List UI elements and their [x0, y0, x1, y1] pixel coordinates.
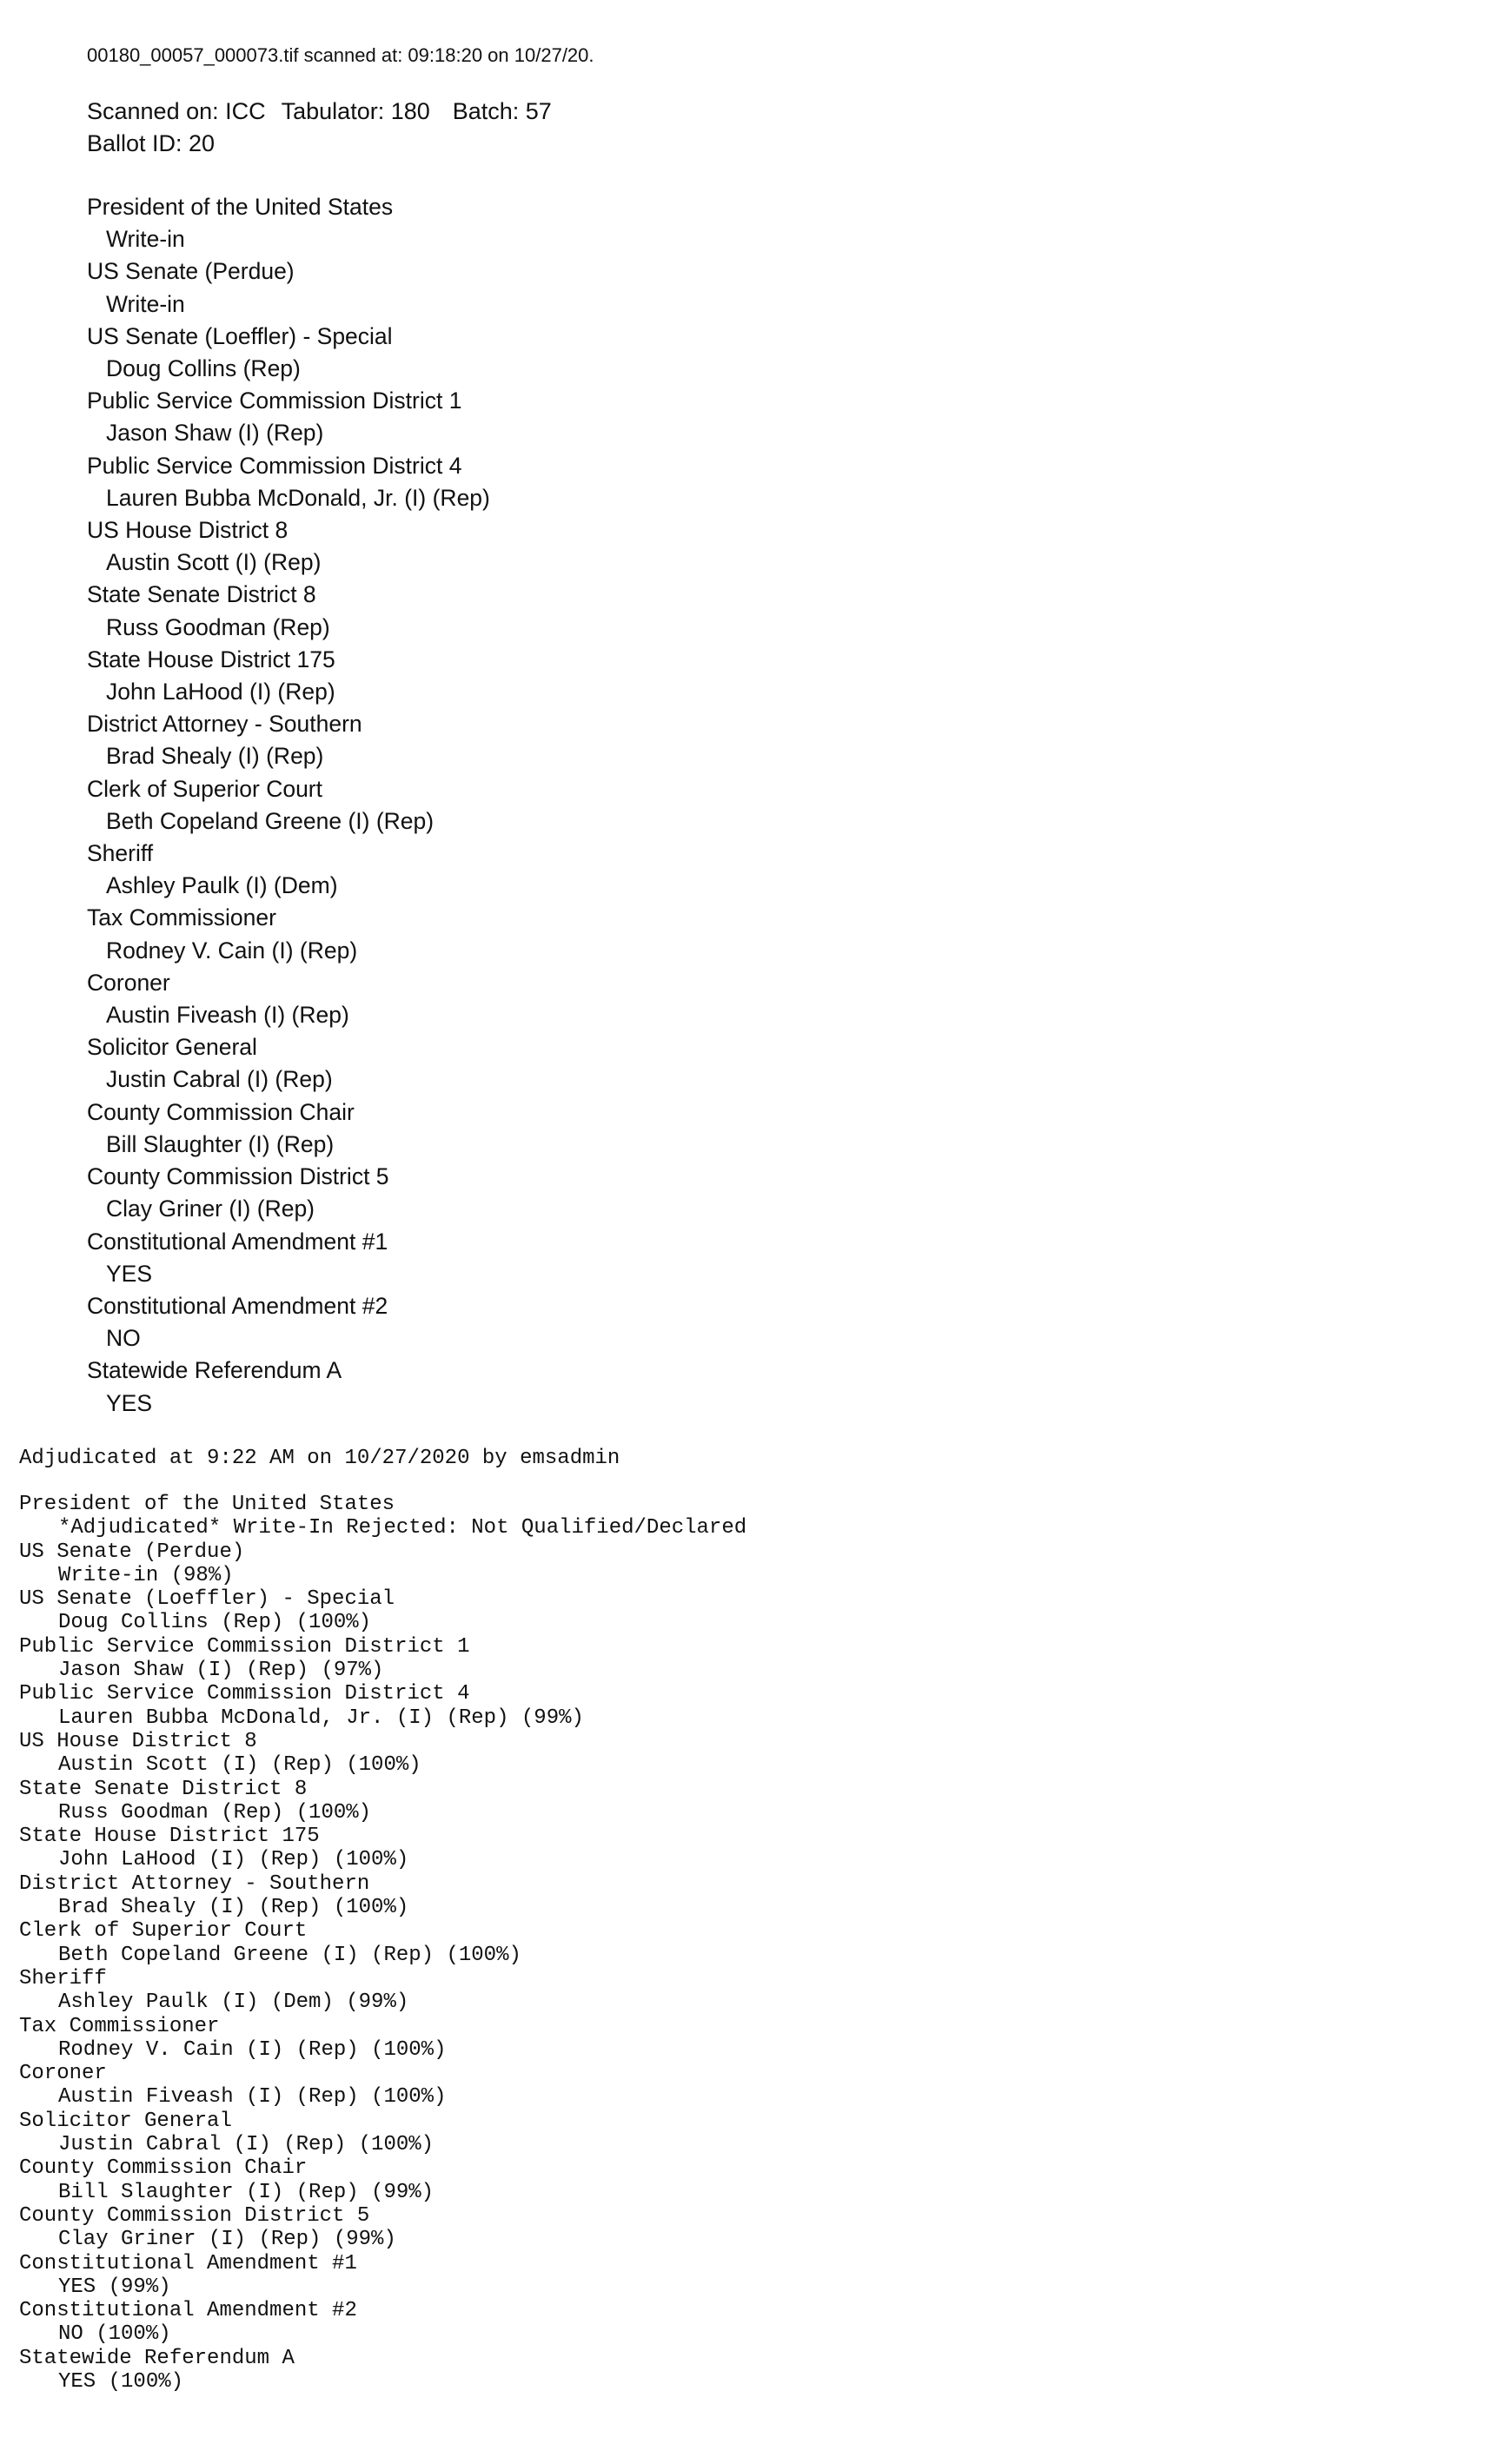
scan-info-row: [87, 96, 552, 128]
contest-name: Sheriff: [19, 1966, 107, 1990]
contest-choice: Rodney V. Cain (I) (Rep) (100%): [58, 2037, 447, 2062]
contest-choice: Beth Copeland Greene (I) (Rep): [106, 807, 435, 834]
contest-name: US Senate (Perdue): [19, 1540, 245, 1564]
contest-choice: Rodney V. Cain (I) (Rep): [106, 937, 358, 964]
ballot-contest-list: [87, 191, 490, 1420]
contest-choice: Austin Fiveash (I) (Rep) (100%): [58, 2085, 447, 2110]
contest-choice: Jason Shaw (I) (Rep) (97%): [58, 1659, 384, 1683]
contest-choice: Lauren Bubba McDonald, Jr. (I) (Rep): [106, 484, 490, 511]
contest-name: Constitutional Amendment #1: [19, 2251, 357, 2275]
contest-name: Solicitor General: [19, 2109, 232, 2133]
contest-choice: Write-in (98%): [58, 1563, 234, 1587]
contest-name: President of the United States: [19, 1493, 395, 1516]
contest-choice: Bill Slaughter (I) (Rep): [106, 1130, 335, 1157]
contest-name: US House District 8: [87, 517, 289, 544]
contest-name: Public Service Commission District 4: [87, 452, 462, 479]
contest-choice: Austin Fiveash (I) (Rep): [106, 1002, 349, 1029]
ballot-id-text: Ballot ID: 20: [87, 130, 216, 156]
contest-choice: YES: [106, 1260, 153, 1287]
contest-choice: Doug Collins (Rep) (100%): [58, 1611, 372, 1635]
contest-choice: *Adjudicated* Write-In Rejected: Not Qualified/Declared: [58, 1516, 747, 1540]
contest-name: Statewide Referendum A: [87, 1357, 342, 1384]
contest-name: US House District 8: [19, 1729, 257, 1753]
contest-name: County Commission District 5: [87, 1163, 389, 1190]
contest-name: Constitutional Amendment #2: [19, 2299, 357, 2323]
contest-choice: Justin Cabral (I) (Rep) (100%): [58, 2133, 435, 2157]
contest-name: State Senate District 8: [19, 1777, 308, 1801]
contest-name: Constitutional Amendment #1: [87, 1228, 388, 1255]
contest-name: US Senate (Perdue): [87, 258, 295, 285]
contest-name: Solicitor General: [87, 1034, 257, 1061]
contest-choice: Austin Scott (I) (Rep): [106, 549, 322, 576]
contest-choice: Write-in: [106, 290, 185, 317]
contest-choice: YES (99%): [58, 2275, 171, 2299]
contest-choice: Jason Shaw (I) (Rep): [106, 420, 324, 447]
contest-choice: YES: [106, 1389, 153, 1416]
contest-choice: Ashley Paulk (I) (Dem) (99%): [58, 1990, 409, 2015]
scan-file-line: 00180_00057_000073.tif scanned at: 09:18:20 on 10/27/20.: [87, 44, 594, 66]
contest-name: State House District 175: [19, 1825, 320, 1849]
contest-name: Coroner: [19, 2062, 107, 2086]
contest-choice: NO: [106, 1325, 141, 1352]
contest-name: Clerk of Superior Court: [19, 1919, 308, 1944]
contest-name: Coroner: [87, 969, 170, 996]
tabulator-text: Tabulator: 180: [281, 98, 430, 124]
contest-choice: Austin Scott (I) (Rep) (100%): [58, 1753, 421, 1778]
contest-name: Public Service Commission District 4: [19, 1682, 470, 1706]
contest-choice: Justin Cabral (I) (Rep): [106, 1066, 333, 1093]
contest-choice: Brad Shealy (I) (Rep): [106, 743, 324, 770]
contest-choice: Doug Collins (Rep): [106, 355, 301, 382]
contest-name: US Senate (Loeffler) - Special: [87, 322, 393, 349]
contest-name: Public Service Commission District 1: [87, 387, 462, 414]
contest-choice: John LaHood (I) (Rep): [106, 679, 335, 705]
contest-name: Constitutional Amendment #2: [87, 1292, 388, 1319]
contest-name: State Senate District 8: [87, 581, 316, 608]
contest-name: District Attorney - Southern: [19, 1871, 370, 1896]
contest-name: State House District 175: [87, 646, 335, 672]
contest-choice: Russ Goodman (Rep) (100%): [58, 1800, 372, 1825]
contest-name: County Commission Chair: [19, 2156, 308, 2181]
contest-name: Sheriff: [87, 840, 154, 867]
contest-name: Clerk of Superior Court: [87, 775, 322, 802]
contest-choice: Clay Griner (I) (Rep) (99%): [58, 2228, 396, 2252]
contest-choice: NO (100%): [58, 2322, 171, 2347]
contest-choice: Lauren Bubba McDonald, Jr. (I) (Rep) (99%): [58, 1706, 584, 1730]
contest-name: Tax Commissioner: [87, 904, 276, 931]
contest-name: Public Service Commission District 1: [19, 1634, 470, 1659]
scan-metadata: [87, 96, 552, 160]
batch-text: Batch: 57: [452, 98, 552, 124]
contest-choice: YES (100%): [58, 2369, 184, 2394]
contest-name: Statewide Referendum A: [19, 2346, 295, 2370]
contest-name: District Attorney - Southern: [87, 711, 362, 738]
contest-choice: Brad Shealy (I) (Rep) (100%): [58, 1896, 409, 1920]
contest-name: County Commission District 5: [19, 2203, 370, 2228]
contest-choice: Write-in: [106, 226, 185, 253]
contest-name: Tax Commissioner: [19, 2014, 220, 2038]
contest-choice: John LaHood (I) (Rep) (100%): [58, 1848, 409, 1872]
contest-choice: Bill Slaughter (I) (Rep) (99%): [58, 2180, 435, 2204]
contest-choice: Beth Copeland Greene (I) (Rep) (100%): [58, 1943, 521, 1967]
scanned-on-text: Scanned on: ICC: [87, 98, 266, 124]
adjudication-contest-list: [19, 1493, 746, 2394]
contest-choice: Clay Griner (I) (Rep): [106, 1196, 315, 1222]
contest-choice: Ashley Paulk (I) (Dem): [106, 872, 338, 899]
contest-name: County Commission Chair: [87, 1098, 355, 1125]
contest-choice: Russ Goodman (Rep): [106, 613, 330, 640]
adjudication-title: Adjudicated at 9:22 AM on 10/27/2020 by emsadmin: [19, 1447, 620, 1470]
contest-name: President of the United States: [87, 194, 394, 220]
contest-name: US Senate (Loeffler) - Special: [19, 1587, 395, 1612]
